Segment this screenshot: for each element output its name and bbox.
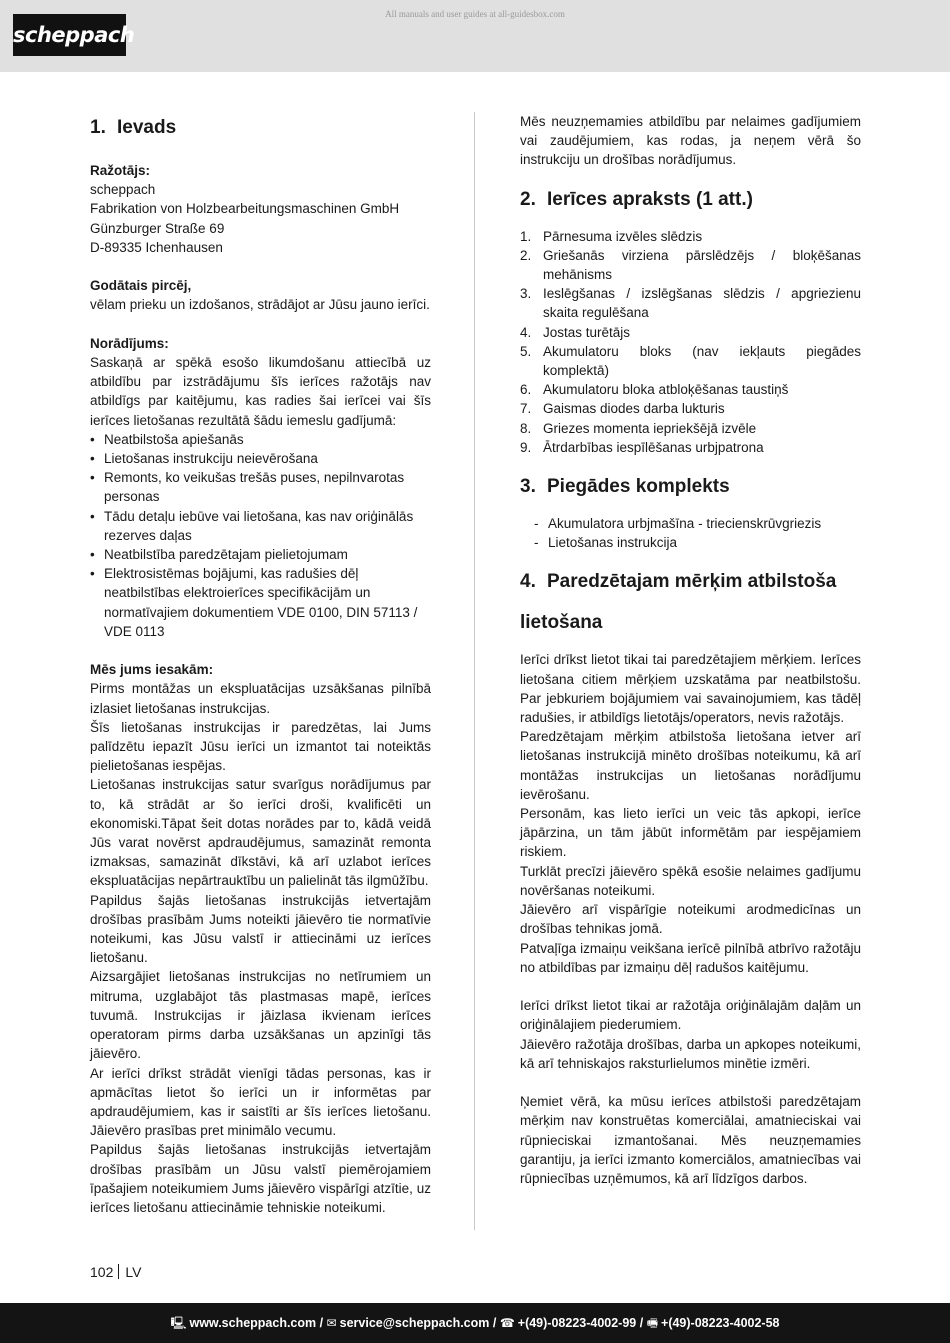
scheppach-logo: scheppach: [13, 14, 126, 56]
recommend-paragraph: Lietošanas instrukcijas satur svarīgus norādījumus par to, kā strādāt ar šo ierīci droši, kvalificēti un ekonomiski.Tāpat šeit dotas norādes par to, kādā veidā Jūs varat novērst apdraudējumus, samazināt remonta izmaksas, samazināt dīkstāvi, kā arī uzlabot ierīces ekspluatācijas nepārtrauktību un palielināt tās ilgmūžību.: [90, 777, 431, 889]
recommend-paragraph: Pirms montāžas un ekspluatācijas uzsākšanas pilnībā izlasiet lietošanas instrukcijas.: [90, 681, 431, 716]
note-bullet-list: [90, 430, 431, 641]
list-item: 6. Akumulatoru bloka atbloķēšanas taustiņš: [520, 382, 789, 398]
section-number: 4.: [520, 571, 536, 593]
recommend-label: Mēs jums iesakām:: [90, 662, 214, 678]
email-icon: ✉: [326, 1316, 337, 1330]
section-title: Ievads: [117, 117, 177, 138]
page-number: 102: [90, 1264, 114, 1280]
list-item: 8. Griezes momenta iepriekšējā izvēle: [520, 420, 757, 436]
manufacturer-line: scheppach: [90, 182, 156, 198]
section-title: Piegādes komplekts: [547, 476, 730, 498]
section-title-continued: lietošana: [520, 612, 603, 634]
list-item: • Tādu detaļu iebūve vai lietošana, kas nav oriģinālās rezerves daļas: [90, 507, 431, 545]
section-title: Paredzētajam mērķim atbilstoša: [547, 571, 837, 593]
section-number: 3.: [520, 476, 536, 498]
section-number: 2.: [520, 188, 536, 210]
delivery-list: [520, 514, 861, 552]
use-paragraph: Jāievēro ražotāja drošības, darba un apkopes noteikumi, kā arī tehniskajos raksturlielumos minētie izmēri.: [520, 1036, 861, 1071]
list-item: 2. Griešanās virziena pārslēdzējs / bloķēšanas mehānisms: [520, 247, 861, 283]
recommend-paragraph: Ar ierīci drīkst strādāt vienīgi tādas personas, kas ir apmācītas lietot šo ierīci un ir informētas par apdraudējumiem, kas ir saistīti ar šīs ierīces lietošanu. Jāievēro prasības pret minimālo vecumu.: [90, 1065, 431, 1139]
section-heading-4: [520, 569, 861, 595]
manufacturer-line: D-89335 Ichenhausen: [90, 239, 223, 255]
list-item: • Lietošanas instrukciju neievērošana: [90, 449, 431, 468]
fax-number: +(49)-08223-4002-58: [661, 1316, 780, 1330]
list-item: 7. Gaismas diodes darba lukturis: [520, 401, 725, 417]
language-code: LV: [125, 1264, 142, 1280]
list-item: 1. Pārnesuma izvēles slēdzis: [520, 228, 703, 244]
contact-bar: 🖳 www.scheppach.com / ✉ service@scheppach.com / ☎ +(49)-08223-4002-99 / 🖷 +(49)-08223-4002-58: [0, 1303, 950, 1343]
list-item: 4. Jostas turētājs: [520, 324, 631, 340]
note-label: Norādījums:: [90, 335, 169, 351]
manufacturer-line: Fabrikation von Holzbearbeitungsmaschinen GmbH: [90, 201, 400, 217]
use-paragraph: Paredzētajam mērķim atbilstoša lietošana ietver arī lietošanas instrukcijā minēto drošības noteikumu, kā arī montāžas instrukcijas un lietošanas norādījumu ievērošanu.: [520, 729, 861, 802]
column-divider: [474, 112, 475, 1230]
email-link[interactable]: service@scheppach.com: [339, 1316, 490, 1330]
section-number: 1.: [90, 117, 106, 138]
right-column: [520, 112, 861, 1188]
recommend-paragraph: Papildus šajās lietošanas instrukcijās ietvertajām drošības prasībām Jums noteikti jāievēro tie normatīvie noteikumi, kas Jūsu valstī ir attiecināmi uz ierīces lietošanu.: [90, 892, 431, 966]
left-column: [90, 112, 431, 1217]
use-paragraph: Patvaļīga izmaiņu veikšana ierīcē pilnībā atbrīvo ražotāju no atbildības par izmaiņu dēļ radušos kaitējumu.: [520, 940, 861, 975]
section-heading-1: [90, 115, 431, 141]
top-header-bar: [0, 0, 950, 72]
greeting-label: Godātais pircēj,: [90, 278, 192, 294]
fax-icon: 🖷: [646, 1316, 659, 1330]
note-text: Saskaņā ar spēkā esošo likumdošanu attiecībā uz atbildību par izstrādājumu šīs ierīces ražotājs nav atbildīgs par kaitējumu, kas radies šai ierīcei vai šīs ierīces lietošanas rezultātā šādu iemeslu gadījumā:: [90, 355, 431, 428]
recommend-paragraph: Aizsargājiet lietošanas instrukcijas no netīrumiem un mitruma, uzglabājot tās plastmasas mapē, ierīces tuvumā. Instrukcijas ir jāizlasa ikvienam ierīces operatoram pirms darba uzsākšanas un apzinīgi tās jāievēro.: [90, 969, 431, 1062]
parts-list: [520, 227, 861, 457]
list-item: 9. Ātrdarbības iespīlēšanas urbjpatrona: [520, 439, 764, 455]
list-item: - Akumulatora urbjmašīna - triecienskrūvgriezis: [534, 514, 861, 533]
list-item: 5. Akumulatoru bloks (nav iekļauts piegādes komplektā): [520, 343, 861, 379]
section-title: Ierīces apraksts (1 att.): [547, 188, 753, 210]
list-item: • Neatbilstoša apiešanās: [90, 430, 431, 449]
use-paragraph: Ņemiet vērā, ka mūsu ierīces atbilstoši paredzētajam mērķim nav konstruētas komerciālai, amatnieciskai vai rūpnieciskai izmantošanai. Mēs neuzņemamies garantiju, ja ierīci izmanto komerciālos, amatniecības vai rūpniecības uzņēmumos, kā arī līdzīgos darbos.: [520, 1094, 861, 1186]
website-link[interactable]: www.scheppach.com: [189, 1316, 317, 1330]
use-paragraph: Ierīci drīkst lietot tikai ar ražotāja oriģinālajām daļām un oriģinālajiem piederumiem.: [520, 998, 861, 1033]
use-paragraph: Ierīci drīkst lietot tikai tai paredzētajiem mērķiem. Ierīces lietošana citiem mērķiem uzskatāma par neatbilstošu. Par jebkuriem bojājumiem vai savainojumiem, kas tādēļ radušies, ir atbildīgs lietotājs/operators, nevis ražotājs.: [520, 652, 861, 726]
use-paragraph: Personām, kas lieto ierīci un veic tās apkopi, ierīce jāpārzina, un tām jābūt informētām par iespējamiem riskiem.: [520, 806, 861, 860]
list-item: 3. Ieslēgšanas / izslēgšanas slēdzis / apgriezienu skaita regulēšana: [520, 286, 861, 321]
section-heading-2: [520, 187, 861, 213]
recommend-paragraph: Šīs lietošanas instrukcijas ir paredzētas, lai Jums palīdzētu iepazīt Jūsu ierīci un izmantot tai noteiktās pielietošanas iespējas.: [90, 719, 431, 774]
use-paragraph: Jāievēro arī vispārīgie noteikumi arodmedicīnas un drošības tehnikas jomā.: [520, 902, 861, 937]
manufacturer-line: Günzburger Straße 69: [90, 220, 225, 236]
use-paragraph: Turklāt precīzi jāievēro spēkā esošie nelaimes gadījumu novēršanas noteikumi.: [520, 863, 861, 898]
phone-icon: ☎: [499, 1316, 515, 1330]
recommend-paragraph: Papildus šajās lietošanas instrukcijās ietvertajām drošības prasībām un Jūsu valstī piemērojamiem īpašajiem noteikumiem Jums jāievēro vispārīgi atzītie, uz ierīces lietošanu attiecināmie tehniskie noteikumi.: [90, 1142, 431, 1215]
liability-paragraph: Mēs neuzņemamies atbildību par nelaimes gadījumiem vai zaudējumiem, kas rodas, ja neņem vērā šo instrukciju un drošības norādījumus.: [520, 114, 861, 168]
footer-separator: [118, 1264, 119, 1279]
manufacturer-label: Ražotājs:: [90, 163, 151, 178]
page-footer: [90, 1264, 141, 1280]
computer-icon: 🖳: [170, 1316, 187, 1330]
list-item: • Remonts, ko veikušas trešās puses, nepilnvarotas personas: [90, 468, 431, 506]
list-item: - Lietošanas instrukcija: [534, 533, 861, 552]
list-item: • Elektrosistēmas bojājumi, kas radušies dēļ neatbilstības elektroierīces specifikācijām un normatīvajiem dokumentiem VDE 0100, DIN 57113 / VDE 0113: [90, 564, 431, 641]
phone-number: +(49)-08223-4002-99: [517, 1316, 637, 1330]
greeting-text: vēlam prieku un izdošanos, strādājot ar Jūsu jauno ierīci.: [90, 297, 430, 313]
watermark-text: All manuals and user guides at all-guidesbox.com: [385, 9, 565, 19]
list-item: • Neatbilstība paredzētajam pielietojumam: [90, 545, 431, 564]
section-heading-3: [520, 474, 861, 500]
